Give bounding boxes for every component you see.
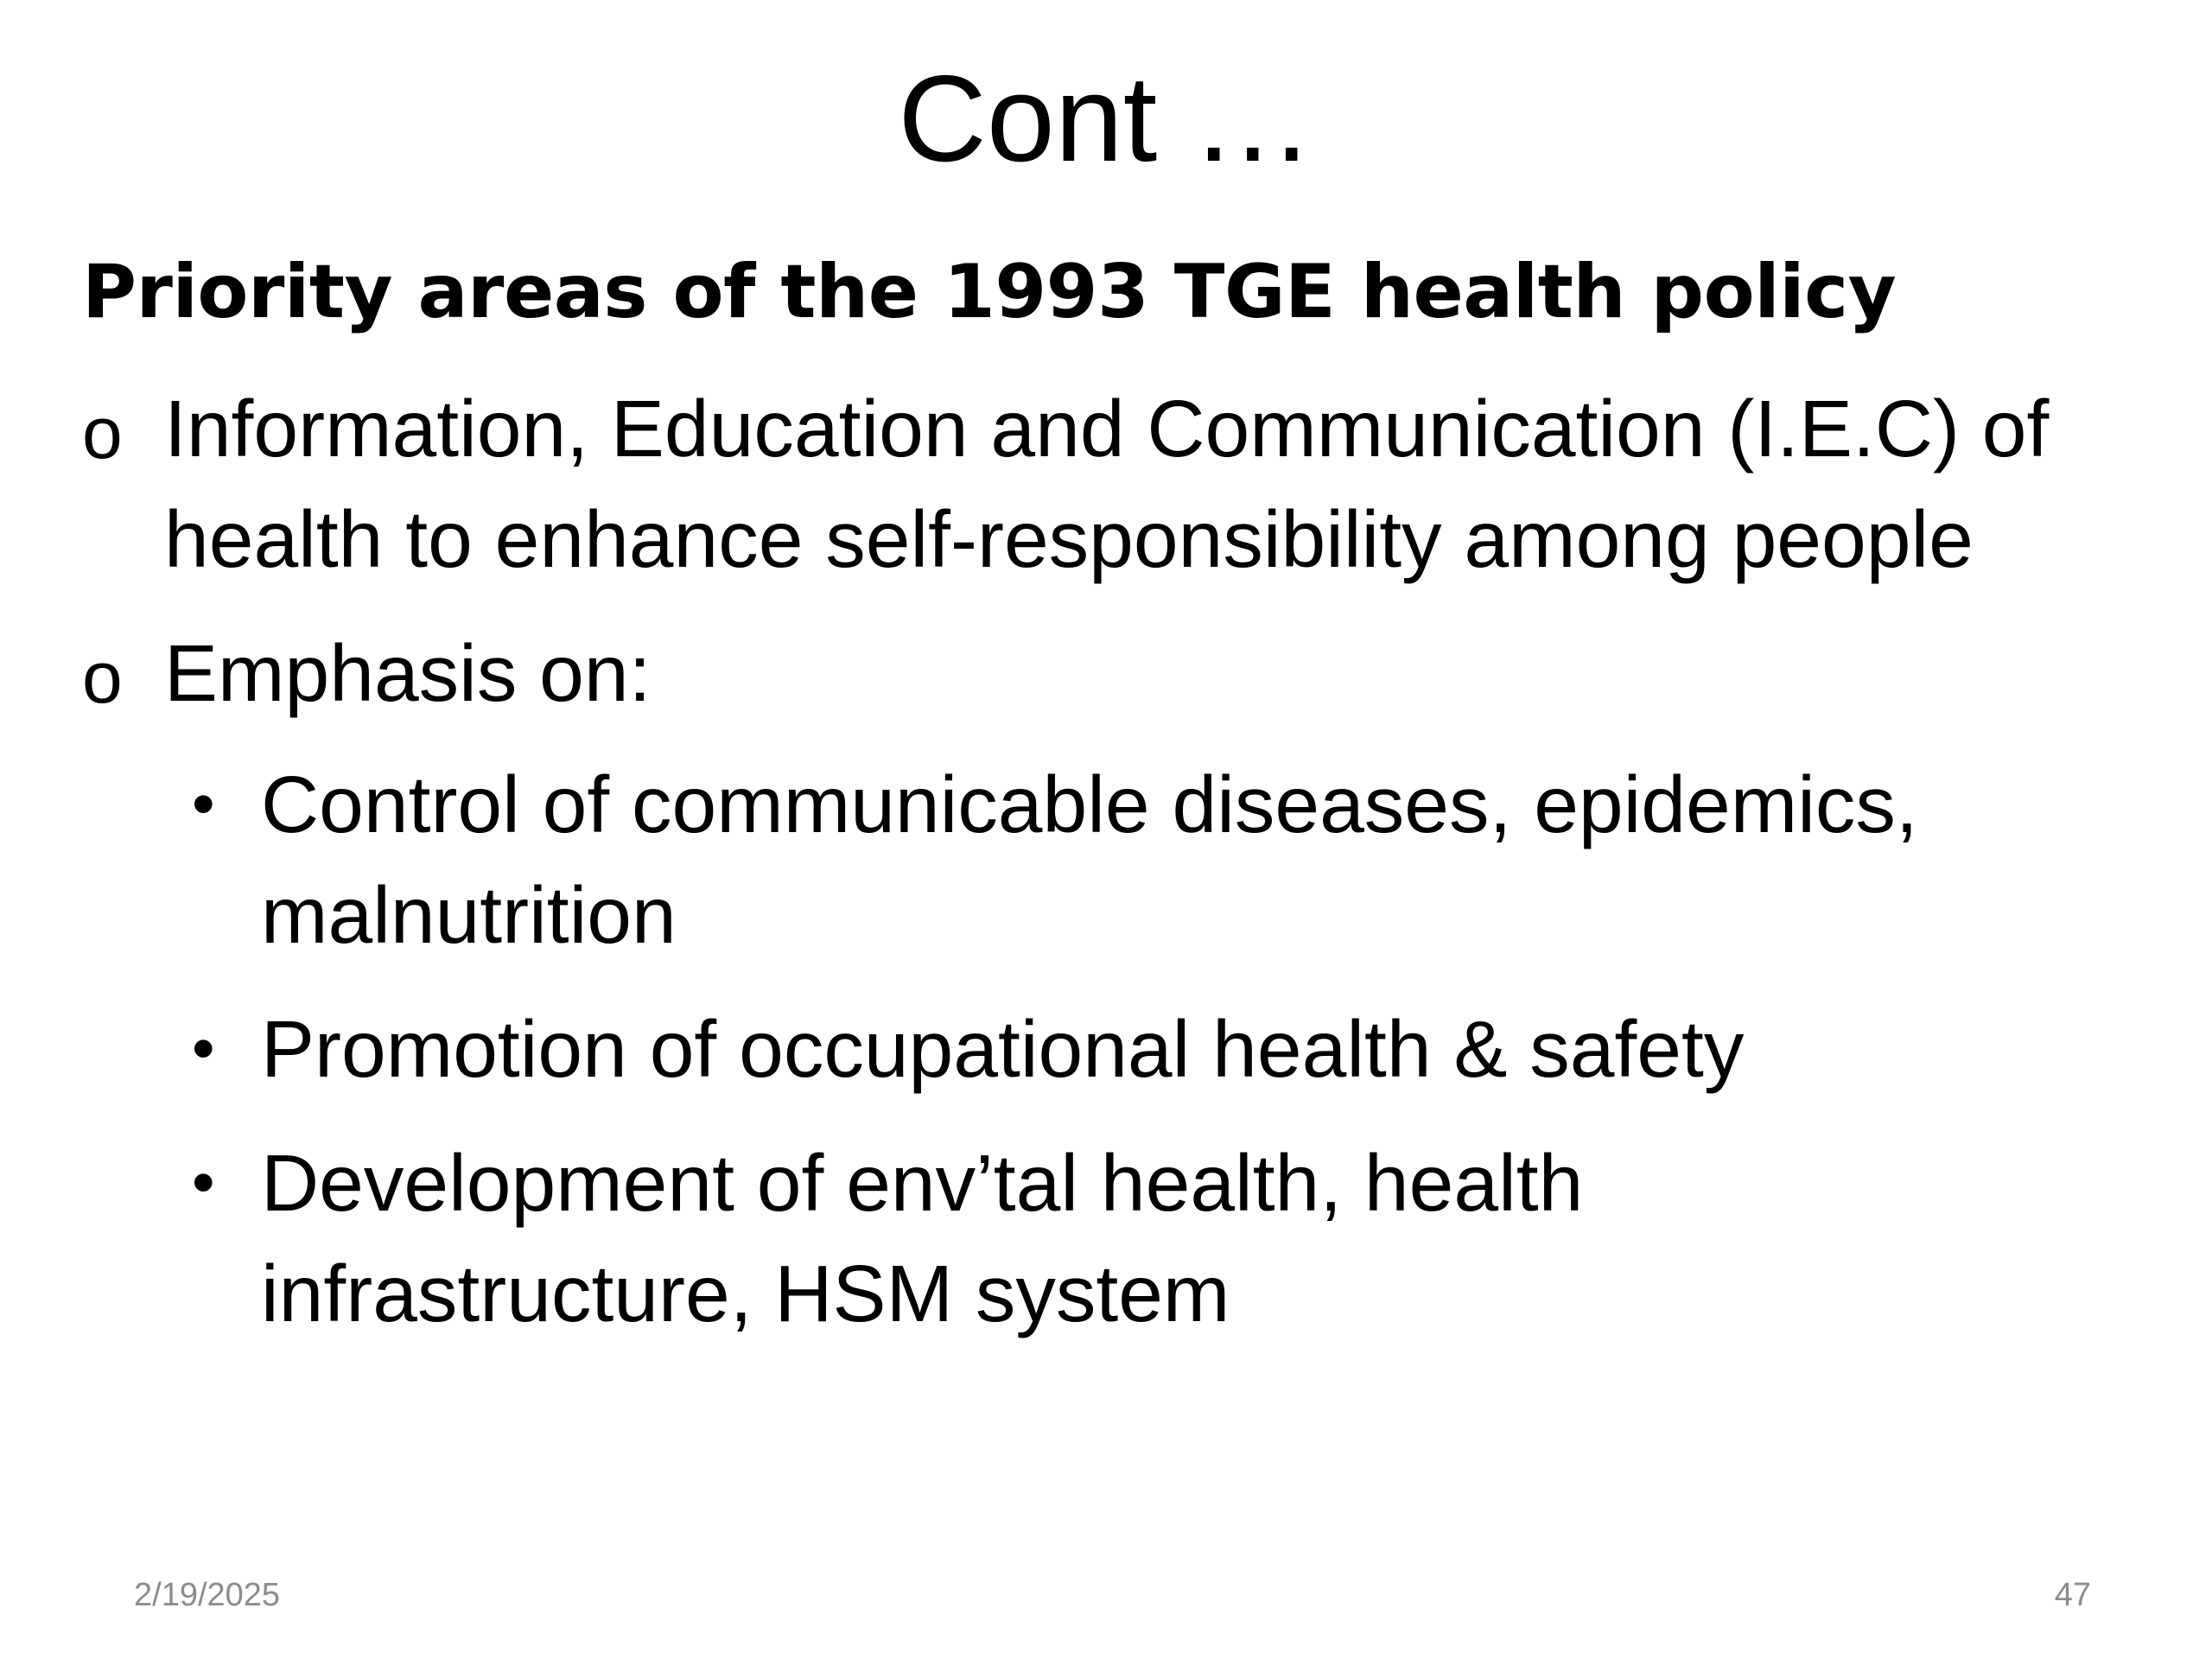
list-item-line: Emphasis on:: [164, 628, 652, 718]
sublist-item-line: infrastructure, HSM system: [261, 1249, 1230, 1338]
slide-title: Cont …: [898, 50, 1314, 188]
sublist-item-line: Development of env’tal health, health: [261, 1138, 1584, 1228]
sublist-item-line: Control of communicable diseases, epidemics,: [261, 760, 1918, 849]
dot-bullet-icon: •: [192, 767, 215, 841]
sublist-item-line: Promotion of occupational health & safety: [261, 1004, 1745, 1094]
footer-page-number: 47: [2054, 1577, 2091, 1613]
footer-date: 2/19/2025: [134, 1577, 281, 1613]
list-item-line: health to enhance self-responsibility among people: [164, 494, 1974, 584]
circle-bullet-icon: o: [82, 392, 123, 474]
dot-bullet-icon: •: [192, 1146, 215, 1219]
sublist-item-line: malnutrition: [261, 870, 677, 960]
list-item-line: Information, Education and Communication (I.E.C) of: [164, 384, 2050, 474]
dot-bullet-icon: •: [192, 1012, 215, 1085]
section-heading: Priority areas of the 1993 TGE health policy: [82, 249, 1897, 335]
circle-bullet-icon: o: [82, 637, 123, 718]
